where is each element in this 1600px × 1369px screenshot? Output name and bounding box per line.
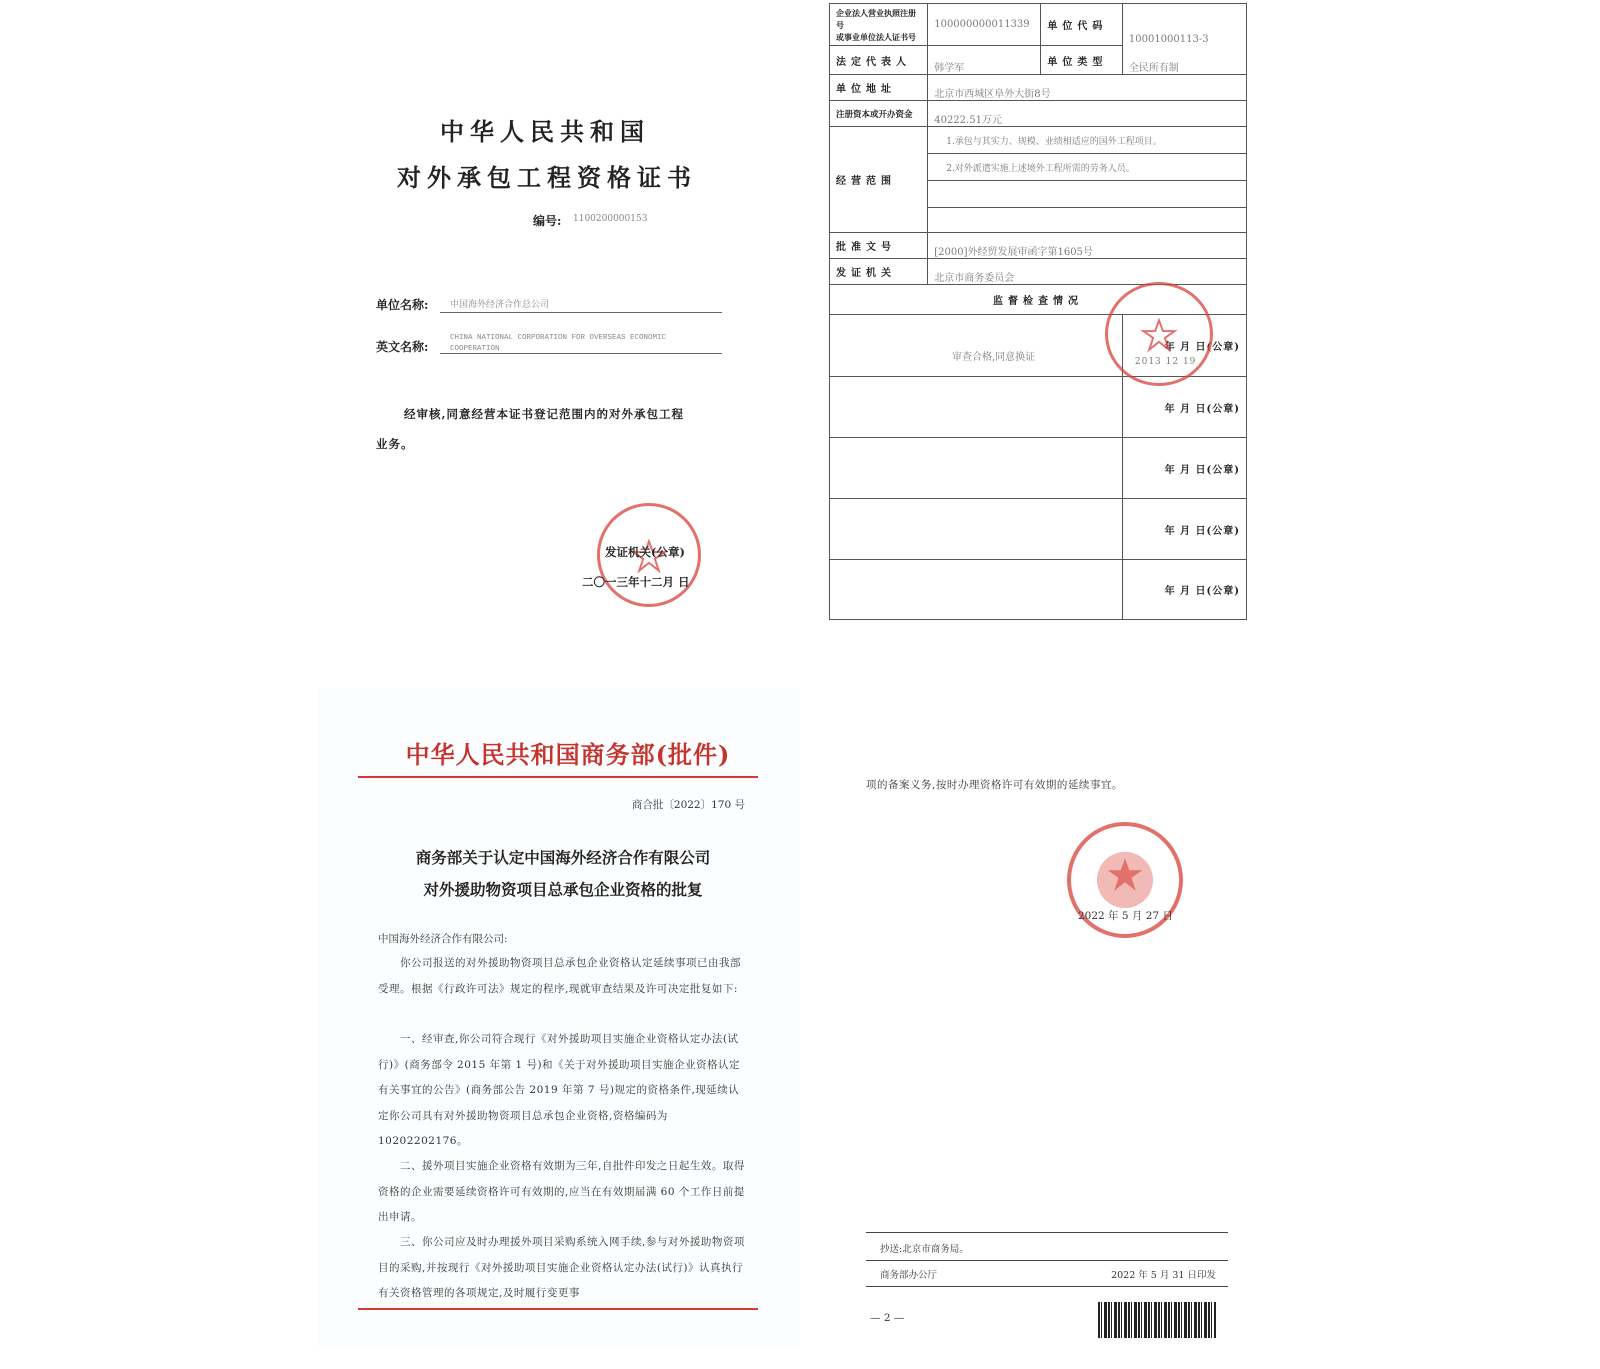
table-row bbox=[830, 233, 1247, 259]
scope-item-2: 2.对外派遣实施上述境外工程所需的劳务人员。 bbox=[928, 154, 1246, 181]
issuing-org-value: 北京市商务委员会 bbox=[928, 259, 1247, 285]
cc-divider-bottom bbox=[866, 1286, 1228, 1287]
address-label: 单位地址 bbox=[830, 75, 928, 101]
issuing-org-label: 发证机关 bbox=[830, 259, 928, 285]
inspection-seal bbox=[1105, 282, 1213, 386]
table-row bbox=[830, 4, 1247, 46]
table-row bbox=[830, 127, 1247, 233]
inspection-note-2 bbox=[830, 377, 1123, 438]
table-row bbox=[830, 560, 1247, 620]
letter-paragraph-4: 三、你公司应及时办理援外项目采购系统入网手续,参与对外援助物资项目的采购,并按现行《对外援助项目实施企业资格认定办法(试行)》认真执行有关资格管理的各项规定,及时履行变更事 bbox=[378, 1236, 745, 1299]
capital-value: 40222.51万元 bbox=[928, 101, 1247, 127]
table-row bbox=[830, 499, 1247, 560]
approval-text-line2: 业务。 bbox=[376, 437, 414, 451]
footer-divider bbox=[358, 1308, 758, 1310]
table-row bbox=[830, 377, 1247, 438]
inspection-stamp-3: 年 月 日(公章) bbox=[1122, 438, 1246, 499]
inspection-note-4 bbox=[830, 499, 1123, 560]
office-name: 商务部办公厅 bbox=[880, 1270, 938, 1281]
approval-doc-label: 批准文号 bbox=[830, 233, 928, 259]
unit-type-value: 全民所有制 bbox=[1128, 63, 1179, 74]
legal-rep-value: 韩学军 bbox=[928, 46, 1041, 75]
table-row bbox=[830, 101, 1247, 127]
approval-text-line1: 经审核,同意经营本证书登记范围内的对外承包工程 bbox=[404, 407, 685, 421]
cc-text: 抄送:北京市商务局。 bbox=[880, 1244, 969, 1255]
english-name-value: CHINA NATIONAL CORPORATION FOR OVERSEAS ECONOMIC COOPERATION bbox=[450, 334, 667, 353]
scope-item-blank bbox=[928, 181, 1246, 208]
scope-item-blank bbox=[928, 208, 1246, 232]
table-row bbox=[830, 75, 1247, 101]
approval-letter-page2 bbox=[806, 694, 1276, 1348]
scope-cell bbox=[928, 127, 1247, 233]
unit-name-label: 单位名称: bbox=[376, 298, 429, 312]
doc-number: 商合批〔2022〕170 号 bbox=[631, 799, 745, 811]
table-row bbox=[830, 438, 1247, 499]
letter-paragraph-1: 你公司报送的对外援助物资项目总承包企业资格认定延续事项已由我部受理。根据《行政许可法》规定的程序,现就审查结果及许可决定批复如下: bbox=[378, 957, 741, 995]
print-date: 2022 年 5 月 31 日印发 bbox=[1111, 1270, 1216, 1281]
header-divider bbox=[358, 776, 758, 778]
table-row bbox=[830, 259, 1247, 285]
letter-title-line2: 对外援助物资项目总承包企业资格的批复 bbox=[423, 880, 703, 899]
inspection-stamp-5: 年 月 日(公章) bbox=[1122, 560, 1246, 620]
scope-label: 经营范围 bbox=[830, 127, 928, 233]
unit-code-text: 10001000113-3 bbox=[1128, 34, 1209, 45]
approval-letter-header: 中华人民共和国商务部(批件) bbox=[405, 740, 731, 769]
english-name-underline bbox=[440, 353, 722, 354]
letter-paragraph-3: 二、援外项目实施企业资格有效期为三年,自批件印发之日起生效。取得资格的企业需要延续资格许可有效期的,应当在有效期届满 60 个工作日前提出申请。 bbox=[378, 1160, 745, 1223]
letter-paragraph-2: 一、经审查,你公司符合现行《对外援助项目实施企业资格认定办法(试行)》(商务部令 2015 年第 1 号)和《关于对外援助项目实施企业资格认定有关事宜的公告》(商务部公告 2019 年第 7 号)规定的资格条件,现延续认定你公司具有对外援助物资项目总承包企业资格,资格编码为 10202202176。 bbox=[378, 1033, 741, 1147]
cc-divider-mid bbox=[866, 1260, 1228, 1261]
license-number-label: 企业法人营业执照注册号 或事业单位法人证书号 bbox=[830, 4, 928, 46]
inspection-stamp-2: 年 月 日(公章) bbox=[1122, 377, 1246, 438]
license-number-value: 100000000011339 bbox=[928, 4, 1041, 46]
cc-divider-top bbox=[866, 1232, 1228, 1233]
address-value: 北京市西城区阜外大街8号 bbox=[928, 75, 1247, 101]
scope-item-1: 1.承包与其实力、规模、业绩相适应的国外工程项目。 bbox=[928, 127, 1246, 154]
inspection-note-5 bbox=[830, 560, 1123, 620]
inspection-note-3 bbox=[830, 438, 1123, 499]
unit-name-value: 中国海外经济合作总公司 bbox=[450, 300, 550, 310]
page-number: — 2 — bbox=[870, 1312, 905, 1324]
letter-continuation: 项的备案义务,按时办理资格许可有效期的延续事宜。 bbox=[866, 779, 1123, 791]
issue-date: 二〇一三年十二月 日 bbox=[582, 575, 690, 589]
certificate-title-line2: 对外承包工程资格证书 bbox=[397, 163, 697, 192]
unit-code-label: 单位代码 bbox=[1041, 4, 1122, 46]
certificate-number-label: 编号: bbox=[533, 214, 562, 228]
unit-code-value bbox=[1122, 4, 1246, 75]
inspection-stamp-4: 年 月 日(公章) bbox=[1122, 499, 1246, 560]
letter-salutation: 中国海外经济合作有限公司: bbox=[378, 933, 508, 945]
barcode-icon bbox=[1098, 1302, 1216, 1338]
certificate-number-value: 1100200000153 bbox=[573, 214, 648, 224]
inspection-header: 监督检查情况 bbox=[830, 285, 1247, 315]
seal-star-icon bbox=[1108, 285, 1210, 383]
letter-date: 2022 年 5 月 27 日 bbox=[1078, 910, 1173, 922]
unit-type-label: 单位类型 bbox=[1041, 46, 1122, 75]
approval-doc-value: [2000]外经贸发展审函字第1605号 bbox=[928, 233, 1247, 259]
inspection-date-value-1: 2013 12 19 bbox=[1134, 357, 1197, 367]
certificate-title-line1: 中华人民共和国 bbox=[440, 117, 650, 146]
issuer-label: 发证机关(公章) bbox=[605, 545, 685, 559]
inspection-note-1: 审查合格,同意换证 bbox=[830, 315, 1123, 377]
legal-rep-label: 法定代表人 bbox=[830, 46, 928, 75]
inspection-stamp-1: 年 月 日(公章) bbox=[1164, 342, 1240, 353]
english-name-label: 英文名称: bbox=[376, 340, 429, 354]
unit-name-underline bbox=[440, 312, 722, 313]
letter-title-line1: 商务部关于认定中国海外经济合作有限公司 bbox=[415, 848, 711, 867]
capital-label: 注册资本或开办资金 bbox=[830, 101, 928, 127]
